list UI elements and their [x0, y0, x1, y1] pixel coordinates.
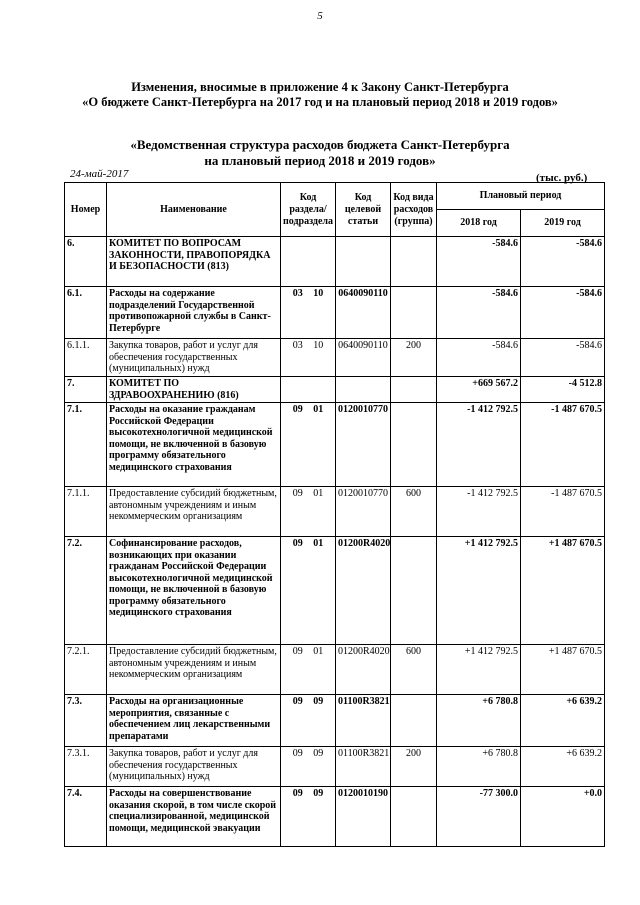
row-number: 7.: [65, 377, 107, 403]
header-kind-code: Код вида расходов (группа): [391, 183, 437, 237]
row-number: 6.: [65, 237, 107, 287]
row-value-2019: -1 487 670.5: [521, 487, 605, 537]
row-value-2018: +6 780.8: [437, 747, 521, 787]
row-section: 03: [292, 340, 303, 351]
table-row: [65, 695, 605, 747]
row-subsection: 01: [313, 404, 324, 415]
header-name: Наименование: [107, 183, 281, 237]
row-number: 7.4.: [65, 787, 107, 847]
row-kind-code: [391, 695, 437, 747]
row-number: 7.2.1.: [65, 645, 107, 695]
row-name: Закупка товаров, работ и услуг для обеспечения государственных (муниципальных) нужд: [107, 339, 281, 377]
heading-line-2: «О бюджете Санкт-Петербурга на 2017 год и на плановый период 2018 и 2019 годов»: [82, 95, 558, 109]
table-title-line-2: на плановый период 2018 и 2019 годов»: [204, 153, 436, 168]
row-section: 09: [292, 646, 303, 657]
row-kind-code: [391, 537, 437, 645]
row-section-code: [281, 287, 336, 339]
row-number: 7.1.: [65, 403, 107, 487]
row-target-code: 01100R3821: [336, 695, 391, 747]
units-label: (тыс. руб.): [536, 172, 588, 184]
row-subsection: 09: [313, 788, 324, 799]
table-row: [65, 487, 605, 537]
table-row: [65, 403, 605, 487]
row-target-code: 0120010770: [336, 403, 391, 487]
header-section-code: Код раздела/ подраздела: [281, 183, 336, 237]
row-name: Расходы на оказание гражданам Российской Федерации высокотехнологичной медицинской помощи, не включенной в базовую программу обязательного медицинского страхования: [107, 403, 281, 487]
row-kind-code: [391, 377, 437, 403]
row-name: КОМИТЕТ ПО ВОПРОСАМ ЗАКОННОСТИ, ПРАВОПОРЯДКА И БЕЗОПАСНОСТИ (813): [107, 237, 281, 287]
row-name: Расходы на организационные мероприятия, связанные с обеспечением лиц лекарственными препаратами: [107, 695, 281, 747]
row-value-2018: -1 412 792.5: [437, 403, 521, 487]
table-title-line-1: «Ведомственная структура расходов бюджета Санкт-Петербурга: [130, 137, 510, 152]
row-number: 7.1.1.: [65, 487, 107, 537]
row-value-2018: +1 412 792.5: [437, 645, 521, 695]
page-number: 5: [317, 10, 323, 22]
row-section: 03: [292, 288, 303, 299]
row-section: 09: [292, 538, 303, 549]
row-name: Софинансирование расходов, возникающих при оказании гражданам Российской Федерации высокотехнологичной медицинской помощи, не включенной в базовую программу обязательного медицинского страхования: [107, 537, 281, 645]
row-number: 7.3.: [65, 695, 107, 747]
row-kind-code: 600: [391, 487, 437, 537]
row-kind-code: [391, 787, 437, 847]
row-kind-code: 200: [391, 339, 437, 377]
document-heading: [0, 80, 640, 110]
row-value-2018: +669 567.2: [437, 377, 521, 403]
row-value-2018: -77 300.0: [437, 787, 521, 847]
row-section: 09: [292, 788, 303, 799]
row-value-2019: +1 487 670.5: [521, 537, 605, 645]
row-number: 7.3.1.: [65, 747, 107, 787]
row-target-code: 0120010190: [336, 787, 391, 847]
row-value-2019: +6 639.2: [521, 747, 605, 787]
table-row: [65, 339, 605, 377]
row-target-code: 0120010770: [336, 487, 391, 537]
row-value-2019: -1 487 670.5: [521, 403, 605, 487]
row-section-code: [281, 787, 336, 847]
header-2019: 2019 год: [521, 210, 605, 237]
table-row: [65, 237, 605, 287]
header-number: Номер: [65, 183, 107, 237]
table-row: [65, 377, 605, 403]
row-subsection: 10: [313, 340, 324, 351]
row-section-code: [281, 237, 336, 287]
row-value-2019: +1 487 670.5: [521, 645, 605, 695]
row-name: Предоставление субсидий бюджетным, автономным учреждениям и иным некоммерческим организациям: [107, 645, 281, 695]
table-row: [65, 287, 605, 339]
row-target-code: 01100R3821: [336, 747, 391, 787]
header-2018: 2018 год: [437, 210, 521, 237]
row-target-code: 0640090110: [336, 339, 391, 377]
row-kind-code: 200: [391, 747, 437, 787]
row-name: Предоставление субсидий бюджетным, автономным учреждениям и иным некоммерческим организациям: [107, 487, 281, 537]
table-title: [0, 137, 640, 169]
row-value-2019: +6 639.2: [521, 695, 605, 747]
row-target-code: 01200R4020: [336, 537, 391, 645]
row-value-2018: -584.6: [437, 339, 521, 377]
row-target-code: [336, 377, 391, 403]
table-row: [65, 747, 605, 787]
row-value-2018: -584.6: [437, 237, 521, 287]
row-subsection: 10: [313, 288, 324, 299]
row-value-2019: +0.0: [521, 787, 605, 847]
row-kind-code: [391, 287, 437, 339]
row-section-code: [281, 377, 336, 403]
row-section: 09: [292, 404, 303, 415]
budget-table: [64, 182, 605, 847]
row-name: КОМИТЕТ ПО ЗДРАВООХРАНЕНИЮ (816): [107, 377, 281, 403]
row-subsection: 01: [313, 488, 324, 499]
row-section-code: [281, 403, 336, 487]
row-target-code: 0640090110: [336, 287, 391, 339]
row-section: 09: [292, 488, 303, 499]
header-plan-period: Плановый период: [437, 183, 605, 210]
row-name: Расходы на содержание подразделений Государственной противопожарной службы в Санкт-Петербурге: [107, 287, 281, 339]
row-section-code: [281, 487, 336, 537]
row-number: 7.2.: [65, 537, 107, 645]
row-section-code: [281, 747, 336, 787]
table-row: [65, 537, 605, 645]
row-subsection: 01: [313, 538, 324, 549]
row-target-code: 01200R4020: [336, 645, 391, 695]
row-kind-code: [391, 403, 437, 487]
row-value-2018: +1 412 792.5: [437, 537, 521, 645]
row-value-2019: -584.6: [521, 287, 605, 339]
row-name: Расходы на совершенствование оказания скорой, в том числе скорой специализированной, медицинской помощи, медицинской эвакуации: [107, 787, 281, 847]
row-section-code: [281, 695, 336, 747]
row-number: 6.1.: [65, 287, 107, 339]
row-name: Закупка товаров, работ и услуг для обеспечения государственных (муниципальных) нужд: [107, 747, 281, 787]
row-section-code: [281, 537, 336, 645]
row-value-2019: -4 512.8: [521, 377, 605, 403]
row-section: 09: [292, 696, 303, 707]
row-kind-code: [391, 237, 437, 287]
row-value-2019: -584.6: [521, 237, 605, 287]
row-section-code: [281, 339, 336, 377]
table-row: [65, 645, 605, 695]
heading-line-1: Изменения, вносимые в приложение 4 к Закону Санкт-Петербурга: [131, 80, 509, 94]
row-value-2018: -584.6: [437, 287, 521, 339]
row-section: 09: [292, 748, 303, 759]
header-target-code: Код целевой статьи: [336, 183, 391, 237]
row-subsection: 09: [313, 748, 324, 759]
row-section-code: [281, 645, 336, 695]
row-value-2019: -584.6: [521, 339, 605, 377]
document-date: 24-май-2017: [70, 168, 129, 180]
row-kind-code: 600: [391, 645, 437, 695]
row-value-2018: -1 412 792.5: [437, 487, 521, 537]
row-subsection: 01: [313, 646, 324, 657]
table-row: [65, 787, 605, 847]
row-number: 6.1.1.: [65, 339, 107, 377]
row-value-2018: +6 780.8: [437, 695, 521, 747]
row-target-code: [336, 237, 391, 287]
row-subsection: 09: [313, 696, 324, 707]
